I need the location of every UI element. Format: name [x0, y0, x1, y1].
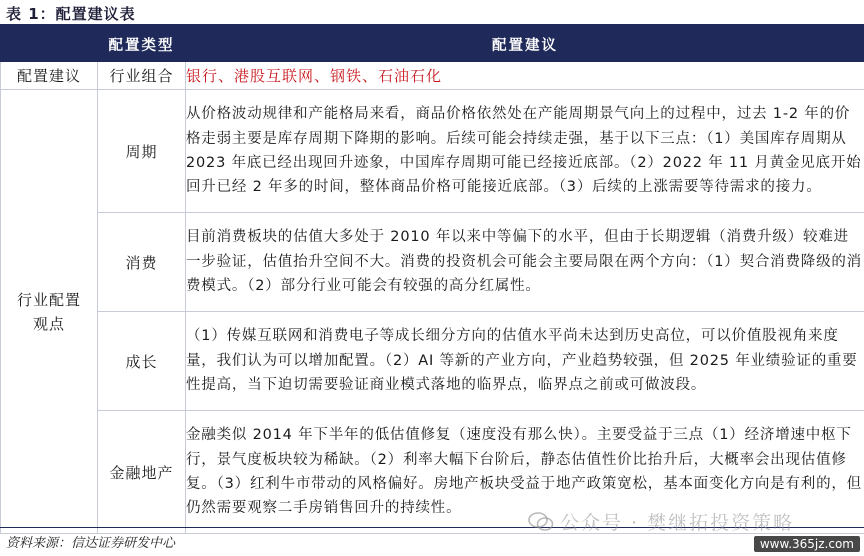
row-text: （1）传媒互联网和消费电子等成长细分方向的估值水平尚未达到历史高位，可以价值股视角来度量，我们认为可以增加配置。（2）AI 等新的产业方向，产业趋势较强，但 2025 年业绩验证的重要性提高，当下迫切需要验证商业模式落地的临界点，临界点之前或可做波段。 — [186, 312, 864, 411]
row-type: 金融地产 — [98, 411, 186, 534]
row-type: 周期 — [98, 90, 186, 213]
row-text: 金融类似 2014 年下半年的低估值修复（速度没有那么快）。主要受益于三点（1）经济增速中枢下行，景气度板块较为稀缺。（2）利率大幅下台阶后，静态估值性价比抬升后，大概率会出现估值修复。（3）红利牛市带动的风格偏好。房地产板块受益于地产政策宽松，基本面变化方向是有利的，但仍然需要观察二手房销售回升的持续性。 — [186, 411, 864, 534]
summary-row — [1, 62, 864, 90]
summary-value: 银行、港股互联网、钢铁、石油石化 — [186, 62, 864, 90]
header-col1 — [1, 27, 98, 62]
config-table — [0, 26, 864, 534]
summary-label: 配置建议 — [1, 62, 98, 90]
row-type: 消费 — [98, 213, 186, 312]
watermark — [528, 508, 794, 535]
watermark-text: 公众号 · 樊继拓投资策略 — [560, 512, 795, 534]
site-badge: www.365jz.com — [754, 536, 860, 552]
header-config-advice: 配置建议 — [186, 27, 864, 62]
row-text: 从价格波动规律和产能格局来看，商品价格依然处在产能周期景气向上的过程中，过去 1-2 年的价格走弱主要是库存周期下降期的影响。后续可能会持续走强，基于以下三点：（1）美国库存周期从 2023 年底已经出现回升迹象，中国库存周期可能已经接近底部。（2）2022 年 11 月黄金见底开始回升已经 2 年多的时间，整体商品价格可能接近底部。（3）后续的上涨需要等待需求的接力。 — [186, 90, 864, 213]
table-header-row — [1, 27, 864, 62]
group-label — [1, 90, 98, 534]
table-row — [1, 312, 864, 411]
summary-type: 行业组合 — [98, 62, 186, 90]
table-title: 表 1：配置建议表 — [6, 5, 136, 23]
table-row — [1, 90, 864, 213]
row-type: 成长 — [98, 312, 186, 411]
row-text: 目前消费板块的估值大多处于 2010 年以来中等偏下的水平，但由于长期逻辑（消费升级）较难进一步验证，估值抬升空间不大。消费的投资机会可能会主要局限在两个方向：（1）契合消费降级的消费模式。（2）部分行业可能会有较强的高分红属性。 — [186, 213, 864, 312]
wechat-icon — [528, 512, 554, 532]
header-config-type: 配置类型 — [98, 27, 186, 62]
table-row — [1, 213, 864, 312]
source-note: 资料来源：信达证券研发中心 — [6, 536, 176, 551]
group-label-text: 行业配置 观点 — [16, 290, 81, 333]
